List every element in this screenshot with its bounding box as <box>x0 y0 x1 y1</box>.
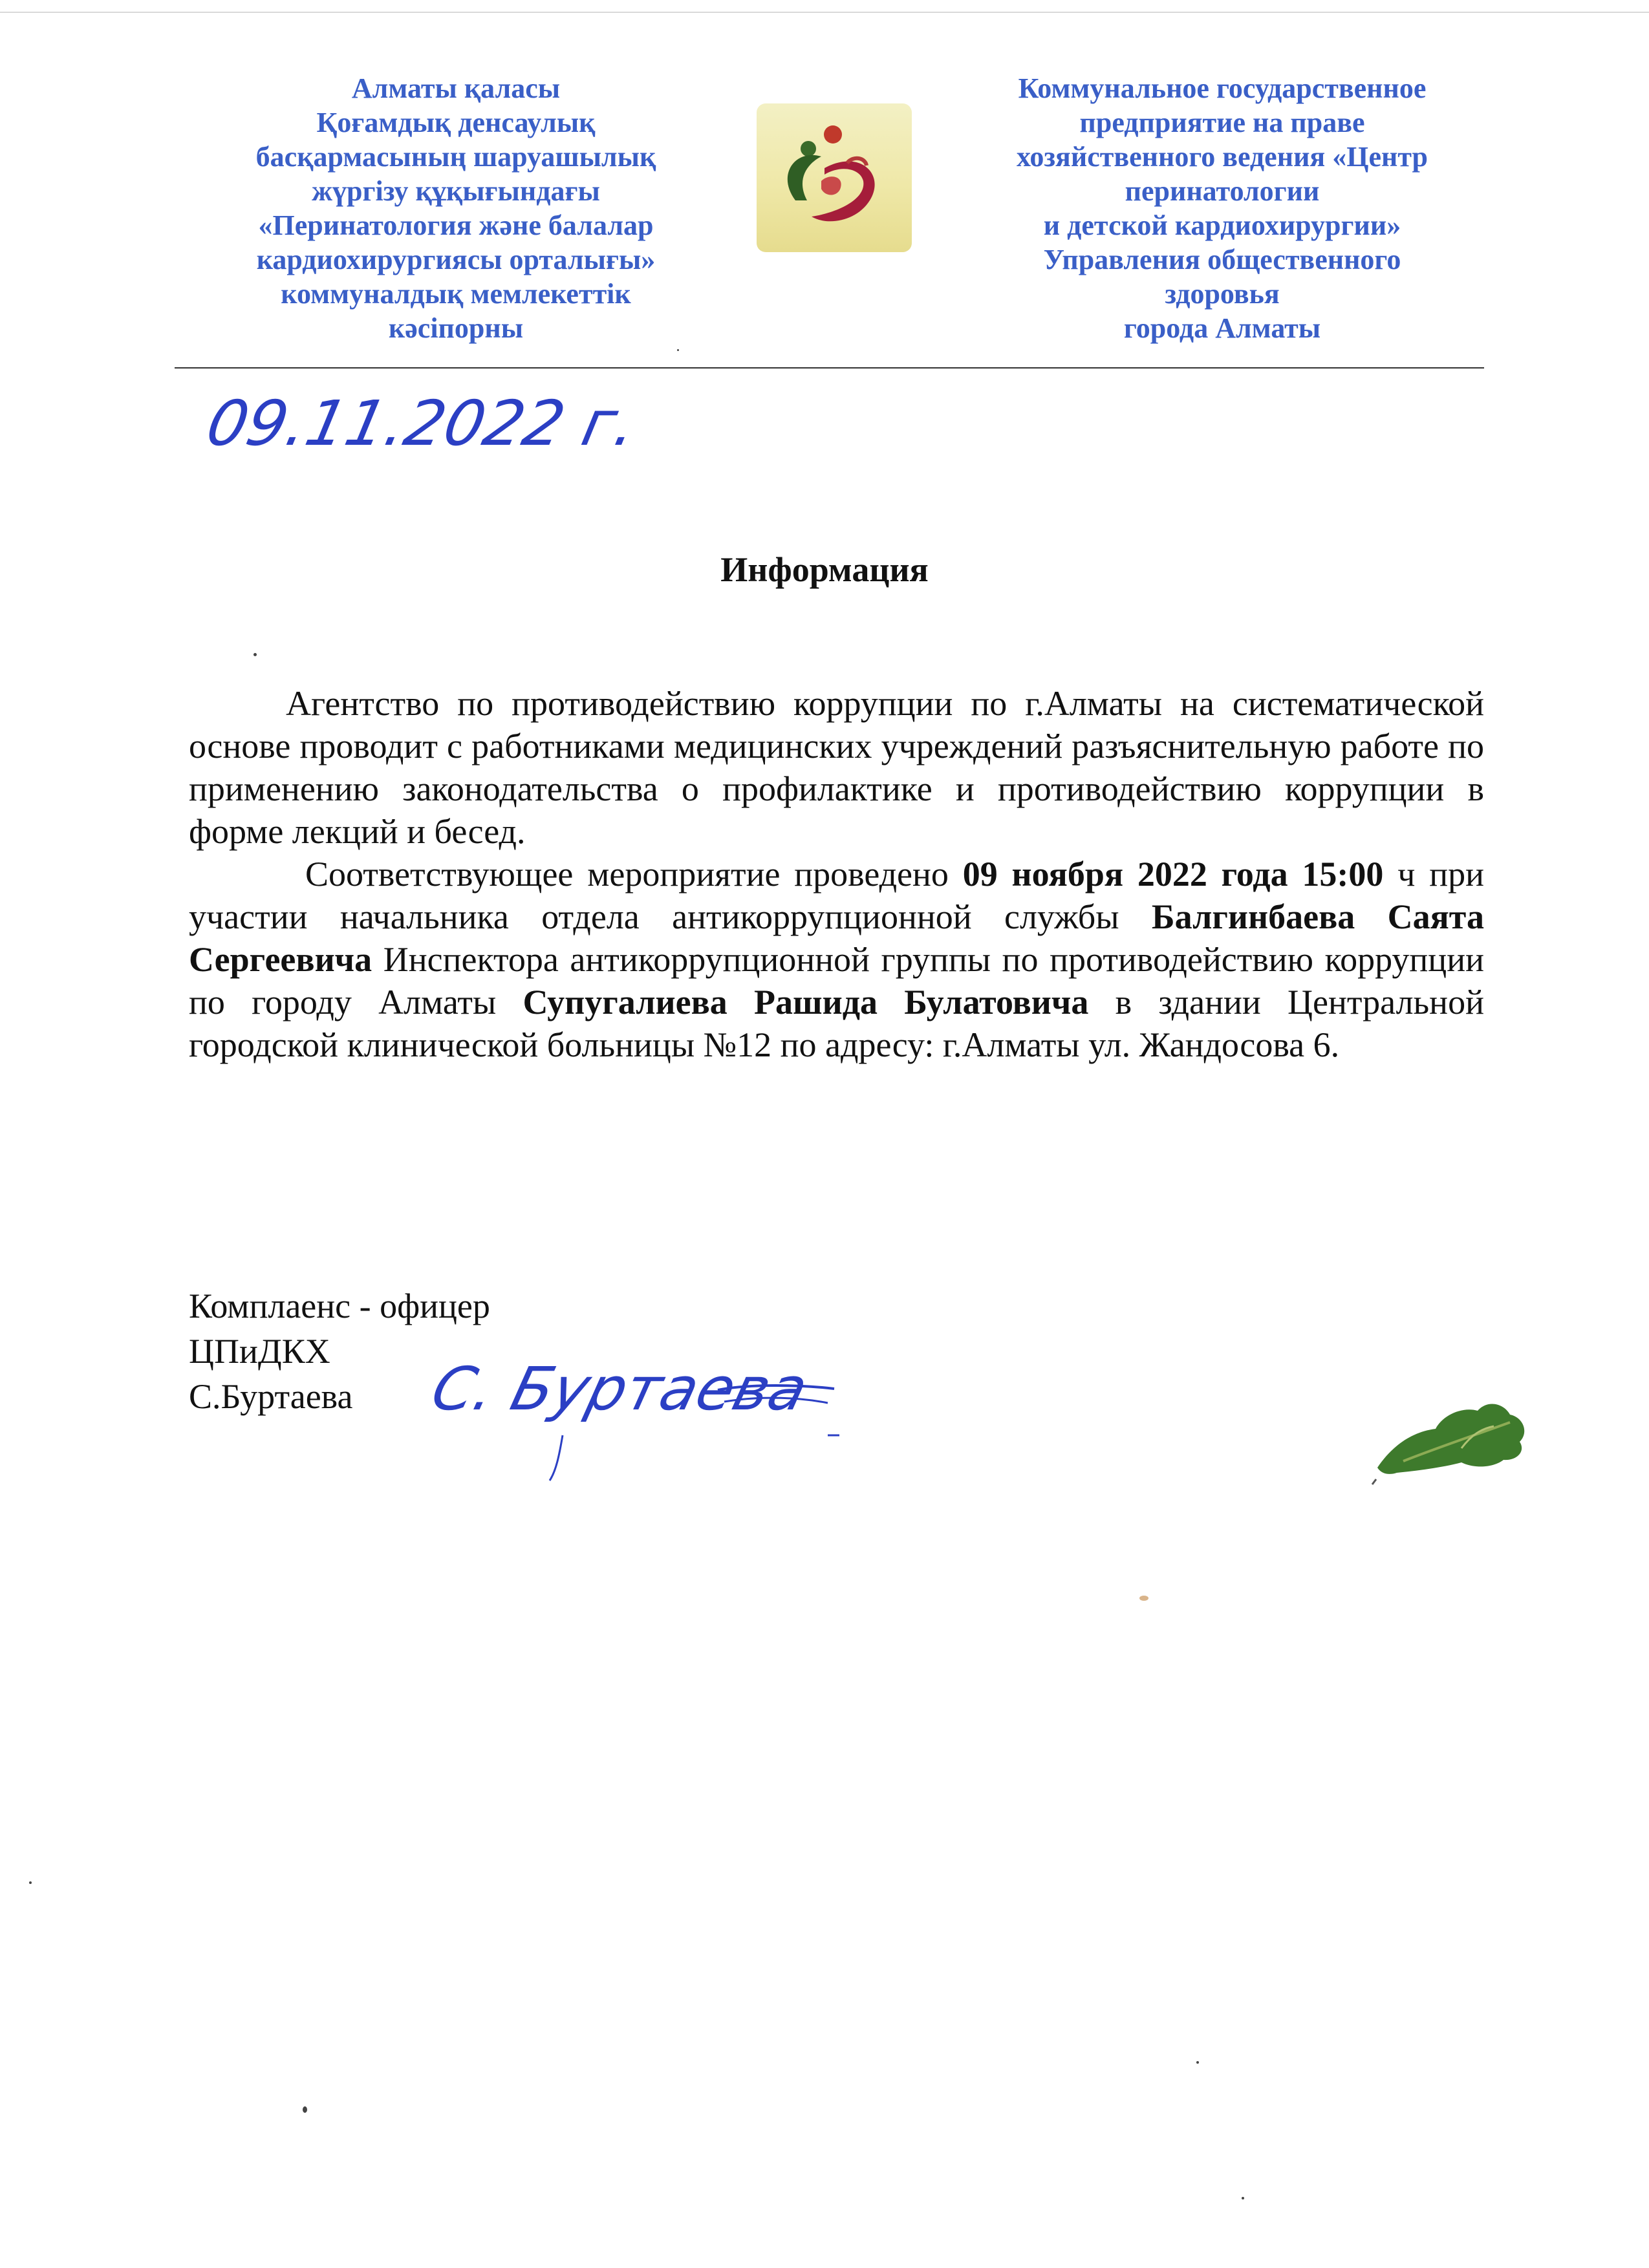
handwritten-date-text: 09.11.2022 г. <box>200 387 643 460</box>
header-russian-line: хозяйственного ведения «Центр <box>1017 141 1428 173</box>
header-kazakh-line: жүргізу құқығындағы <box>312 175 600 207</box>
scan-speck <box>1196 2061 1199 2064</box>
scan-speck <box>253 653 257 656</box>
body-text-run: ч при участии начальника отдела антикоррупционной службы <box>189 855 1484 936</box>
body-text-run: в здании Центральной городской клинической больницы №12 по адресу: г.Алматы ул. Жандосова 6. <box>189 983 1484 1064</box>
header-russian-line: Коммунальное государственное <box>1018 72 1427 104</box>
scan-speck <box>677 349 679 351</box>
body-paragraph-1: Агентство по противодействию коррупции по г.Алматы на систематической основе проводит с работниками медицинских учреждений разъяснительную работе по применению законодательства о профилактике и противодействию коррупции в форме лекций и бесед. <box>189 684 1484 851</box>
header-russian <box>970 71 1474 345</box>
header-russian-line: предприятие на праве <box>1079 107 1365 138</box>
body-text-run: Соответствующее мероприятие проведено <box>305 855 963 893</box>
header-kazakh <box>188 71 724 345</box>
header-russian-line: Управления общественного <box>1043 244 1401 275</box>
header-kazakh-line: кардиохирургиясы орталығы» <box>256 244 656 275</box>
header-kazakh-line: кәсіпорны <box>388 312 524 344</box>
body-text-run: Инспектора антикоррупционной группы по противодействию коррупции по городу Алматы <box>189 940 1484 1022</box>
header-kazakh-line: «Перинатология және балалар <box>258 209 654 241</box>
header-russian-line: здоровья <box>1165 278 1280 310</box>
scan-speck <box>1242 2197 1244 2199</box>
header-kazakh-line: басқармасының шаруашылық <box>255 141 656 173</box>
event-datetime: 09 ноября 2022 года 15:00 <box>962 855 1384 893</box>
header-russian-line: города Алматы <box>1123 312 1321 344</box>
document-body <box>189 682 1484 1066</box>
scan-speck <box>29 1881 32 1884</box>
header-russian-line: перинатологии <box>1125 175 1320 207</box>
header-russian-line: и детской кардиохирургии» <box>1043 209 1401 241</box>
handwritten-signature-text: С. Буртаева <box>424 1354 815 1424</box>
scan-speck <box>1139 1596 1148 1601</box>
signer-name: С.Буртаева <box>189 1377 353 1416</box>
handwritten-date-ink <box>200 375 643 465</box>
signer-position: Комплаенс - офицер <box>189 1287 490 1325</box>
body-paragraph-2 <box>189 853 1484 1066</box>
handwritten-signature-ink <box>424 1338 854 1487</box>
page-edge <box>0 12 1649 13</box>
perinatology-center-logo <box>757 103 912 252</box>
document-title: Информация <box>720 550 929 589</box>
header-kazakh-line: Қоғамдық денсаулық <box>316 107 596 138</box>
perinatology-center-logo-icon <box>757 103 912 252</box>
official-name-2: Супугалиева Рашида Булатовича <box>523 983 1089 1022</box>
scan-speck <box>303 2106 307 2113</box>
handwritten-date <box>200 375 643 465</box>
header-kazakh-line: коммуналдық мемлекеттік <box>281 278 631 310</box>
official-name-1: Балгинбаева Саята Сергеевича <box>189 897 1484 979</box>
header-divider <box>175 367 1484 369</box>
handwritten-signature <box>424 1338 854 1487</box>
header-kazakh-line: Алматы қаласы <box>351 72 561 104</box>
leaf-icon <box>1364 1371 1533 1487</box>
signer-organization: ЦПиДКХ <box>189 1332 330 1371</box>
